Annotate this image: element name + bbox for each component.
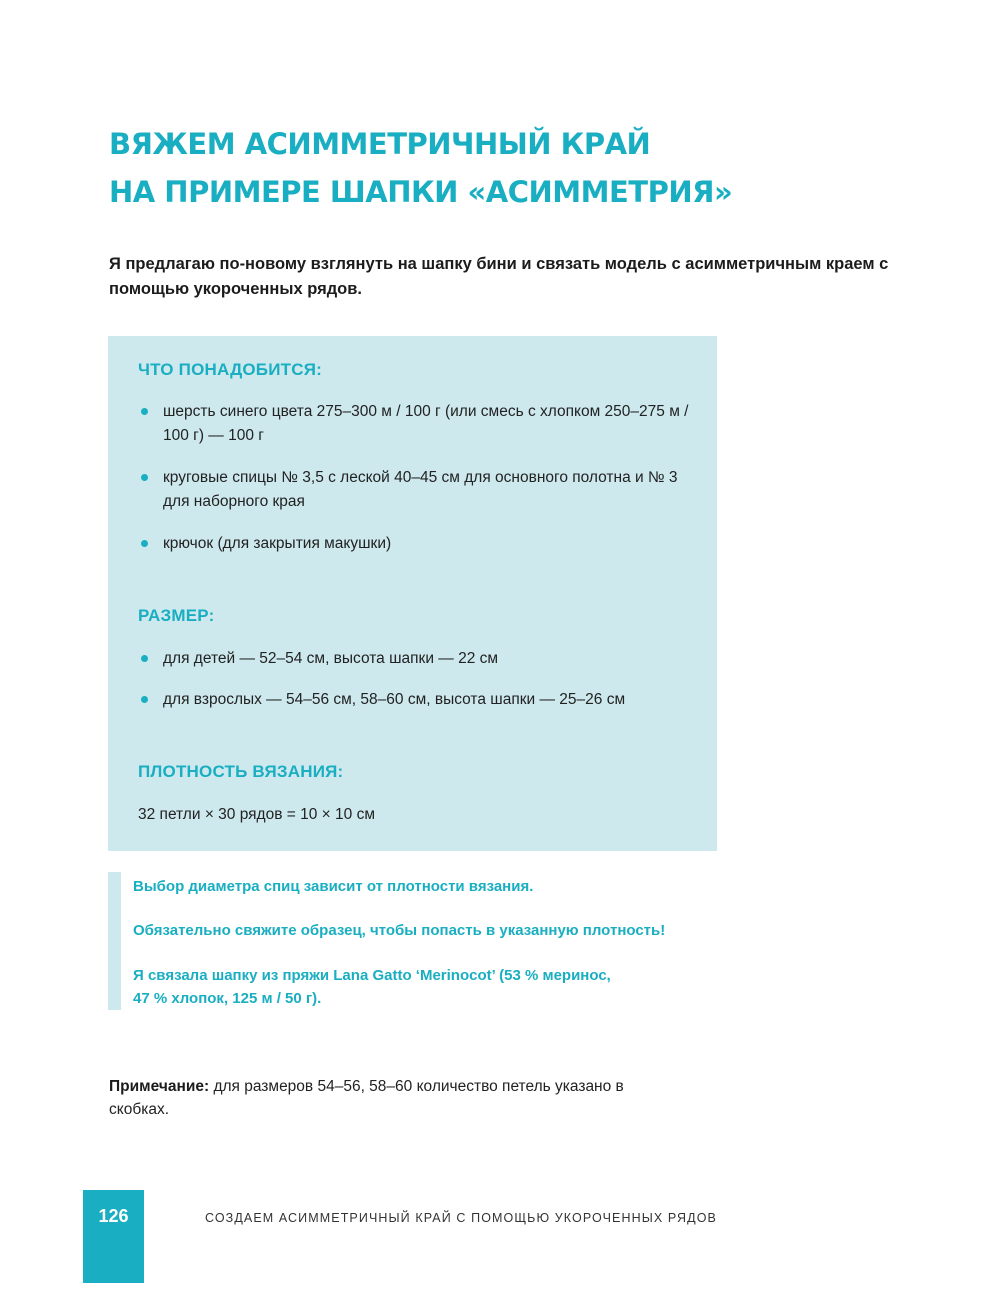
note-paragraph	[109, 1075, 649, 1121]
page-number-tab	[83, 1190, 144, 1283]
tip-line: Выбор диаметра спиц зависит от плотности вязания.	[133, 878, 534, 895]
gauge-heading: ПЛОТНОСТЬ ВЯЗАНИЯ:	[138, 762, 344, 781]
tip-line: 47 % хлопок, 125 м / 50 г).	[133, 990, 322, 1007]
bullet-icon	[141, 655, 148, 662]
callout-accent-bar	[108, 872, 121, 1010]
list-item-text: для взрослых — 54–56 см, 58–60 см, высота шапки — 25–26 см	[163, 691, 626, 708]
page-title	[109, 120, 732, 216]
list-item	[138, 400, 698, 448]
list-item-text: для детей — 52–54 см, высота шапки — 22 см	[163, 650, 499, 667]
gauge-text: 32 петли × 30 рядов = 10 × 10 см	[138, 806, 375, 823]
list-item-text: круговые спицы № 3,5 с леской 40–45 см для основного полотна и № 3 для наборного края	[163, 469, 678, 510]
page-title-line-1: ВЯЖЕМ АСИММЕТРИЧНЫЙ КРАЙ	[109, 127, 651, 161]
materials-heading: ЧТО ПОНАДОБИТСЯ:	[138, 360, 322, 379]
note-text: для размеров 54–56, 58–60 количество петель указано в скобках.	[109, 1078, 624, 1118]
materials-box	[108, 336, 717, 851]
size-list	[138, 647, 698, 712]
bullet-icon	[141, 540, 148, 547]
list-item	[138, 532, 698, 556]
list-item-text: шерсть синего цвета 275–300 м / 100 г (или смесь с хлопком 250–275 м / 100 г) — 100 г	[163, 403, 689, 444]
page-number: 126	[98, 1206, 129, 1226]
bullet-icon	[141, 474, 148, 481]
note-label: Примечание:	[109, 1078, 210, 1095]
list-item-text: крючок (для закрытия макушки)	[163, 535, 392, 552]
page-title-line-2: НА ПРИМЕРЕ ШАПКИ «АСИММЕТРИЯ»	[109, 175, 733, 209]
size-heading: РАЗМЕР:	[138, 606, 215, 625]
tip-callout	[108, 872, 728, 1010]
list-item	[138, 647, 698, 671]
tip-line: Я связала шапку из пряжи Lana Gatto ‘Merinocot’ (53 % меринос,	[133, 967, 611, 984]
list-item	[138, 466, 698, 514]
list-item	[138, 688, 698, 712]
bullet-icon	[141, 696, 148, 703]
tip-line: Обязательно свяжите образец, чтобы попасть в указанную плотность!	[133, 922, 666, 939]
materials-list	[138, 400, 698, 556]
bullet-icon	[141, 408, 148, 415]
intro-paragraph: Я предлагаю по-новому взглянуть на шапку бини и связать модель с асимметричным краем с помощью укороченных рядов.	[109, 255, 889, 298]
running-footer: СОЗДАЕМ АСИММЕТРИЧНЫЙ КРАЙ С ПОМОЩЬЮ УКОРОЧЕННЫХ РЯДОВ	[205, 1211, 717, 1225]
